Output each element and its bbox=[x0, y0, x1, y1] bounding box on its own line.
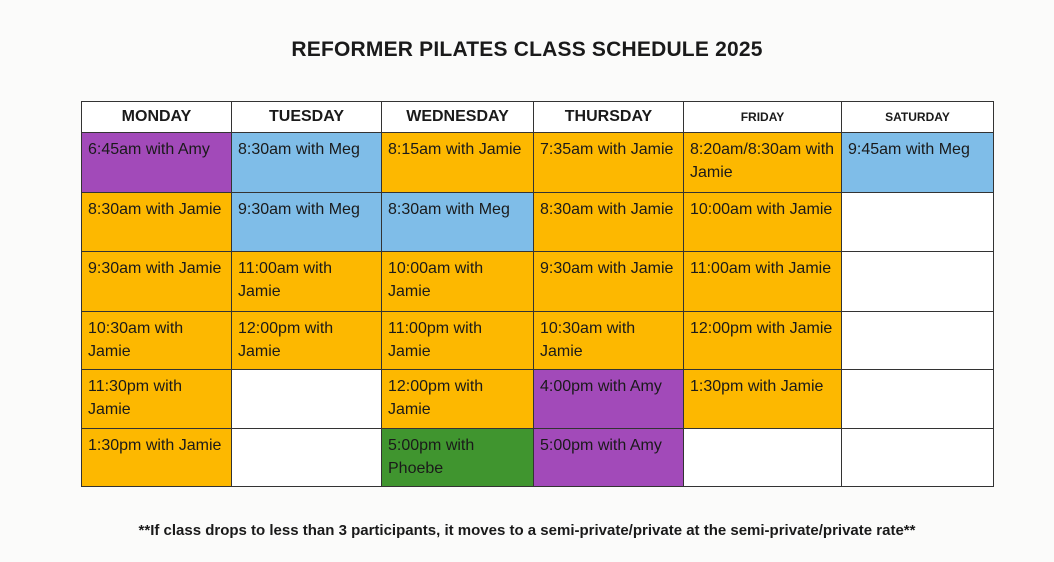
schedule-cell: 11:00pm with Jamie bbox=[382, 312, 534, 370]
schedule-cell bbox=[842, 252, 994, 312]
schedule-cell: 5:00pm with Amy bbox=[534, 429, 684, 487]
schedule-cell: 1:30pm with Jamie bbox=[684, 370, 842, 429]
header-wednesday: WEDNESDAY bbox=[382, 102, 534, 133]
schedule-cell: 9:30am with Jamie bbox=[534, 252, 684, 312]
schedule-cell: 8:15am with Jamie bbox=[382, 133, 534, 193]
schedule-cell: 8:30am with Jamie bbox=[82, 193, 232, 252]
schedule-cell bbox=[842, 370, 994, 429]
schedule-cell bbox=[842, 312, 994, 370]
schedule-cell: 12:00pm with Jamie bbox=[232, 312, 382, 370]
header-tuesday: TUESDAY bbox=[232, 102, 382, 133]
schedule-cell: 12:00pm with Jamie bbox=[684, 312, 842, 370]
schedule-cell: 9:30am with Jamie bbox=[82, 252, 232, 312]
schedule-cell: 8:30am with Jamie bbox=[534, 193, 684, 252]
schedule-cell: 11:00am with Jamie bbox=[684, 252, 842, 312]
header-friday: FRIDAY bbox=[684, 102, 842, 133]
header-thursday: THURSDAY bbox=[534, 102, 684, 133]
schedule-cell bbox=[842, 193, 994, 252]
schedule-table bbox=[81, 101, 994, 487]
schedule-cell: 8:30am with Meg bbox=[382, 193, 534, 252]
schedule-cell: 1:30pm with Jamie bbox=[82, 429, 232, 487]
schedule-cell: 5:00pm with Phoebe bbox=[382, 429, 534, 487]
schedule-cell: 8:30am with Meg bbox=[232, 133, 382, 193]
schedule-cell: 10:30am with Jamie bbox=[534, 312, 684, 370]
schedule-cell bbox=[232, 429, 382, 487]
schedule-cell: 12:00pm with Jamie bbox=[382, 370, 534, 429]
schedule-cell: 7:35am with Jamie bbox=[534, 133, 684, 193]
schedule-cell: 8:20am/8:30am with Jamie bbox=[684, 133, 842, 193]
schedule-cell: 9:30am with Meg bbox=[232, 193, 382, 252]
schedule-cell bbox=[842, 429, 994, 487]
schedule-cell: 10:00am with Jamie bbox=[382, 252, 534, 312]
schedule-cell: 6:45am with Amy bbox=[82, 133, 232, 193]
schedule-cell: 4:00pm with Amy bbox=[534, 370, 684, 429]
header-monday: MONDAY bbox=[82, 102, 232, 133]
page-title: REFORMER PILATES CLASS SCHEDULE 2025 bbox=[291, 38, 763, 61]
footnote: **If class drops to less than 3 participants, it moves to a semi-private/private at the semi-private/private rate** bbox=[138, 522, 916, 539]
schedule-cell: 11:00am with Jamie bbox=[232, 252, 382, 312]
schedule-cell: 11:30pm with Jamie bbox=[82, 370, 232, 429]
schedule-cell bbox=[684, 429, 842, 487]
schedule-cell: 9:45am with Meg bbox=[842, 133, 994, 193]
schedule-cell: 10:30am with Jamie bbox=[82, 312, 232, 370]
header-saturday: SATURDAY bbox=[842, 102, 994, 133]
schedule-cell: 10:00am with Jamie bbox=[684, 193, 842, 252]
schedule-cell bbox=[232, 370, 382, 429]
